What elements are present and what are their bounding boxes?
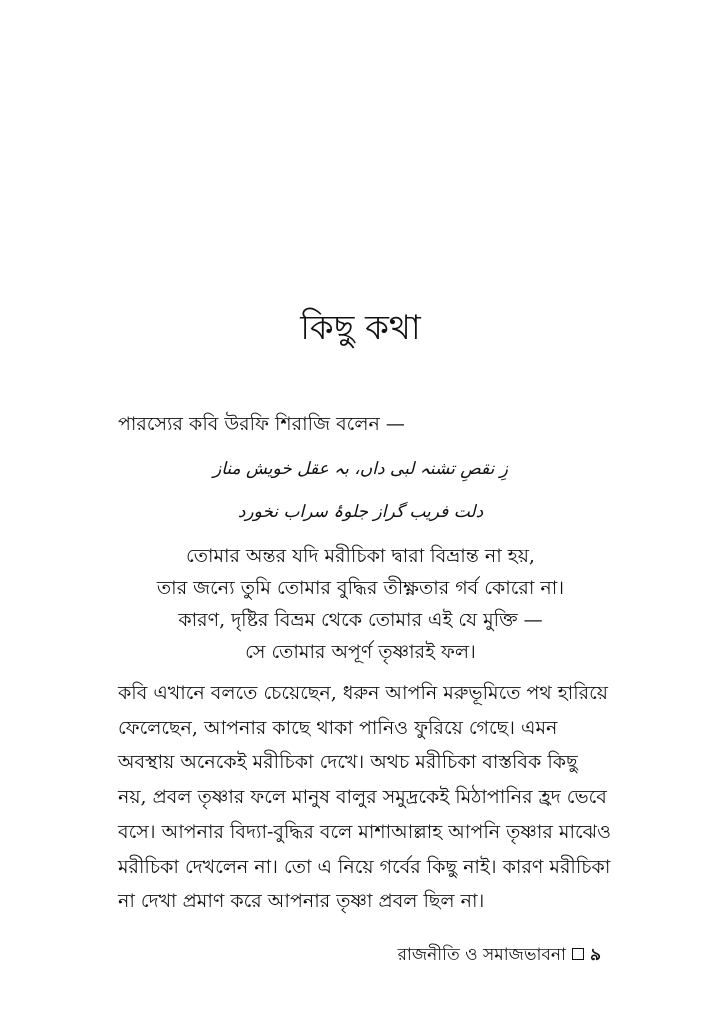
paragraph-line: নয়, প্রবল তৃষ্ণার ফলে মানুষ বালুর সমুদ্রকেই মিঠাপানির হ্রদ ভেবে xyxy=(118,786,607,809)
body-paragraph xyxy=(118,676,611,919)
page-number: ৯ xyxy=(589,945,601,965)
chapter-title: কিছু কথা xyxy=(300,308,421,348)
verse-line: কারণ, দৃষ্টির বিভ্রম থেকে তোমার এই যে মুক্তি — xyxy=(178,609,543,631)
paragraph-line: বসে। আপনার বিদ্যা-বুদ্ধির বলে মাশাআল্লাহ আপনি তৃষ্ণার মাঝেও xyxy=(118,820,611,843)
paragraph-line: কবি এখানে বলতে চেয়েছেন, ধরুন আপনি মরুভূমিতে পথ হারিয়ে xyxy=(118,682,608,704)
verse-translation xyxy=(0,540,721,668)
square-box-icon xyxy=(572,948,584,960)
paragraph-line: না দেখা প্রমাণ করে আপনার তৃষ্ণা প্রবল ছিল না। xyxy=(118,890,485,913)
verse-line: তোমার অন্তর যদি মরীচিকা দ্বারা বিভ্রান্ত না হয়, xyxy=(186,545,535,567)
page-footer xyxy=(398,943,601,967)
urdu-couplet-line-2: دلت فریب گراز جلوۂ سراب نخورد xyxy=(237,502,484,522)
paragraph-line: মরীচিকা দেখলেন না। তো এ নিয়ে গর্বের কিছু নাই। কারণ মরীচিকা xyxy=(118,855,611,878)
paragraph-line: অবস্থায় অনেকেই মরীচিকা দেখে। অথচ মরীচিকা বাস্তবিক কিছু xyxy=(118,751,578,774)
running-title: রাজনীতি ও সমাজভাবনা xyxy=(397,945,566,965)
verse-line: তার জন্যে তুমি তোমার বুদ্ধির তীক্ষ্ণতার গর্ব কোরো না। xyxy=(156,577,565,599)
paragraph-line: ফেলেছেন, আপনার কাছে থাকা পানিও ফুরিয়ে গেছে। এমন xyxy=(118,716,558,739)
urdu-couplet-line-1: زِ نقصِ تشنہ لبی داں، بہ عقل خویش مناز xyxy=(213,459,508,479)
verse-line: সে তোমার অপূর্ণ তৃষ্ণারই ফল। xyxy=(245,641,476,663)
intro-line: পারস্যের কবি উরফি শিরাজি বলেন — xyxy=(118,413,405,435)
